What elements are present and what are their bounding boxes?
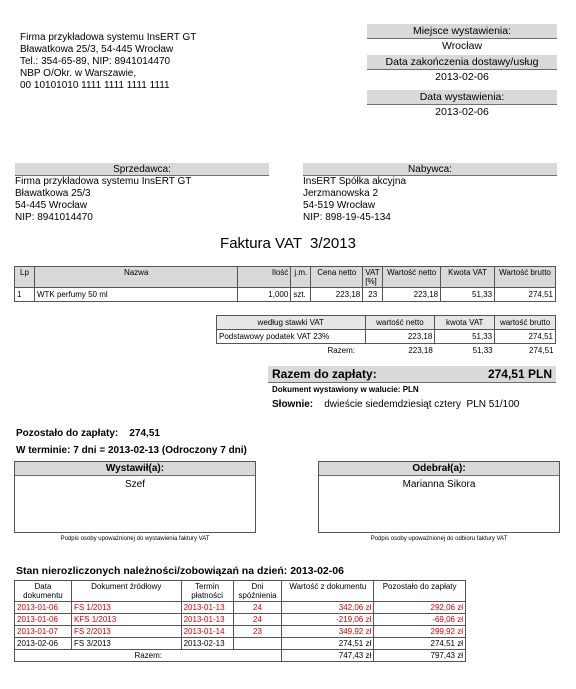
bal-days: 24 (233, 614, 282, 626)
table-row (217, 330, 556, 344)
col-unit: j.m. (291, 267, 311, 288)
issued-by-box (14, 461, 256, 533)
vat-total-gross: 274,51 (529, 346, 554, 355)
issuer-line: NBP O/Okr. w Warszawie, (20, 68, 137, 79)
issuer-block (20, 32, 196, 92)
cell-vat-amount: 51,33 (441, 288, 495, 302)
vat-total-label: Razem: (327, 346, 355, 355)
vat-col-gross: wartość brutto (495, 316, 556, 330)
cell-qty: 1,000 (238, 288, 291, 302)
bal-days: 24 (233, 602, 282, 614)
vat-summary-table (216, 315, 556, 357)
remaining-label: Pozostało do zapłaty: (16, 428, 119, 439)
cell-unit-net: 223,18 (311, 288, 363, 302)
table-row (15, 638, 466, 650)
bal-value: 342,06 zł (282, 602, 374, 614)
vat-total-net: 223,18 (408, 346, 433, 355)
bal-remaining: 299,92 zł (374, 626, 466, 638)
bal-date: 2013-01-06 (15, 614, 72, 626)
cell-gross: 274,51 (495, 288, 556, 302)
bal-col-days: Dni spóźnienia (233, 581, 282, 602)
bal-date: 2013-01-06 (15, 602, 72, 614)
issuer-line: Firma przykładowa systemu InsERT GT (20, 32, 197, 43)
remaining-value: 274,51 (129, 428, 160, 439)
amount-in-words (268, 396, 556, 413)
seller-line: 54-445 Wrocław (15, 200, 88, 211)
issuer-line: 00 10101010 1111 1111 1111 1111 (20, 80, 170, 91)
seller-line: NIP: 8941014470 (15, 212, 93, 223)
to-pay-header (268, 366, 556, 383)
balance-table (14, 580, 466, 662)
balance-total-remaining: 797,43 zł (374, 650, 466, 662)
to-pay-box (268, 366, 556, 413)
delivery-date-label: Data zakończenia dostawy/usług (367, 55, 557, 70)
bal-doc: FS 1/2013 (71, 602, 181, 614)
place-box (367, 24, 557, 54)
issuer-line: Bławatkowa 25/3, 54-445 Wrocław (20, 44, 174, 55)
buyer-line: InsERT Spółka akcyjna (303, 176, 407, 187)
vat-total-amount: 51,33 (472, 346, 493, 355)
bal-doc: KFS 1/2013 (71, 614, 181, 626)
bal-days: 23 (233, 626, 282, 638)
to-pay-value: 274,51 PLN (487, 367, 552, 381)
vat-net: 223,18 (365, 330, 435, 344)
remaining-block (16, 425, 247, 459)
items-table (14, 266, 556, 302)
bal-doc: FS 3/2013 (71, 638, 181, 650)
bal-due: 2013-01-13 (181, 602, 233, 614)
buyer-line: Jerzmanowska 2 (303, 188, 379, 199)
place-value: Wrocław (441, 40, 483, 52)
cell-lp: 1 (15, 288, 35, 302)
words-label: Słownie: (272, 399, 314, 410)
words-value: dwieście siedemdziesiąt cztery PLN 51/100 (324, 399, 520, 410)
seller-line: Firma przykładowa systemu InsERT GT (15, 176, 192, 187)
place-label: Miejsce wystawienia: (367, 24, 557, 39)
bal-days (233, 638, 282, 650)
vat-amount: 51,33 (435, 330, 495, 344)
seller-block (15, 163, 269, 224)
col-lp: Lp (15, 267, 35, 288)
vat-col-amount: kwota VAT (435, 316, 495, 330)
delivery-date-box (367, 55, 557, 85)
invoice-title: Faktura VAT 3/2013 (220, 235, 356, 252)
bal-date: 2013-01-07 (15, 626, 72, 638)
delivery-date-value: 2013-02-06 (435, 71, 489, 83)
items-header-row (15, 267, 556, 288)
balance-total-label: Razem: (15, 650, 282, 662)
bal-col-value: Wartość z dokumentu (282, 581, 374, 602)
bal-remaining: -69,06 zł (374, 614, 466, 626)
issue-date-label: Data wystawienia: (367, 90, 557, 105)
currency-note: Dokument wystawiony w walucie: PLN (272, 385, 419, 394)
cell-unit: szt. (291, 288, 311, 302)
table-row (15, 602, 466, 614)
cell-vat-rate: 23 (363, 288, 383, 302)
col-name: Nazwa (34, 267, 237, 288)
cell-name: WTK perfumy 50 ml (34, 288, 237, 302)
buyer-block (303, 163, 557, 224)
table-row (15, 288, 556, 302)
bal-col-remaining: Pozostało do zapłaty (374, 581, 466, 602)
issue-date-box (367, 90, 557, 120)
table-row (15, 626, 466, 638)
to-pay-label: Razem do zapłaty: (272, 367, 377, 381)
col-unit-net: Cena netto (311, 267, 363, 288)
vat-total-row (217, 344, 556, 358)
payment-term: W terminie: 7 dni = 2013-02-13 (Odroczony 7 dni) (16, 445, 247, 456)
issued-by-label: Wystawił(a): (15, 462, 255, 476)
bal-remaining: 292,06 zł (374, 602, 466, 614)
buyer-label: Nabywca: (303, 163, 557, 176)
buyer-line: 54-519 Wrocław (303, 200, 376, 211)
bal-due: 2013-02-13 (181, 638, 233, 650)
balance-title: Stan nierozliczonych należności/zobowiązań na dzień: 2013-02-06 (16, 565, 344, 577)
bal-col-doc: Dokument źródłowy (71, 581, 181, 602)
balance-header-row (15, 581, 466, 602)
issued-by-value: Szef (124, 479, 145, 490)
bal-col-due: Termin płatności (181, 581, 233, 602)
vat-gross: 274,51 (495, 330, 556, 344)
buyer-line: NIP: 898-19-45-134 (303, 212, 391, 223)
balance-total-value: 747,43 zł (282, 650, 374, 662)
vat-col-rate: według stawki VAT (217, 316, 366, 330)
col-net: Wartość netto (383, 267, 441, 288)
vat-col-net: wartość netto (365, 316, 435, 330)
bal-due: 2013-01-14 (181, 626, 233, 638)
received-by-label: Odebrał(a): (319, 462, 559, 476)
cell-net: 223,18 (383, 288, 441, 302)
issuer-line: Tel.: 354-65-89, NIP: 8941014470 (20, 56, 171, 67)
bal-remaining: 274,51 zł (374, 638, 466, 650)
received-by-value: Marianna Sikora (402, 479, 476, 490)
bal-value: 349,92 zł (282, 626, 374, 638)
bal-col-date: Data dokumentu (15, 581, 72, 602)
received-by-box (318, 461, 560, 533)
col-vat-amount: Kwota VAT (441, 267, 495, 288)
col-vat-rate: VAT [%] (363, 267, 383, 288)
bal-value: -219,06 zł (282, 614, 374, 626)
seller-label: Sprzedawca: (15, 163, 269, 176)
col-gross: Wartość brutto (495, 267, 556, 288)
vat-rate-name: Podstawowy podatek VAT 23% (217, 330, 366, 344)
issue-date-value: 2013-02-06 (435, 106, 489, 118)
col-qty: Ilość (238, 267, 291, 288)
bal-doc: FS 2/2013 (71, 626, 181, 638)
bal-date: 2013-02-06 (15, 638, 72, 650)
table-row (15, 614, 466, 626)
received-by-caption: Podpis osoby upoważnionej do odbioru faktury VAT (370, 536, 508, 542)
bal-value: 274,51 zł (282, 638, 374, 650)
bal-due: 2013-01-13 (181, 614, 233, 626)
balance-total-row (15, 650, 466, 662)
vat-header-row (217, 316, 556, 330)
seller-line: Bławatkowa 25/3 (15, 188, 91, 199)
issued-by-caption: Podpis osoby upoważnionej do wystawienia faktury VAT (60, 536, 210, 542)
